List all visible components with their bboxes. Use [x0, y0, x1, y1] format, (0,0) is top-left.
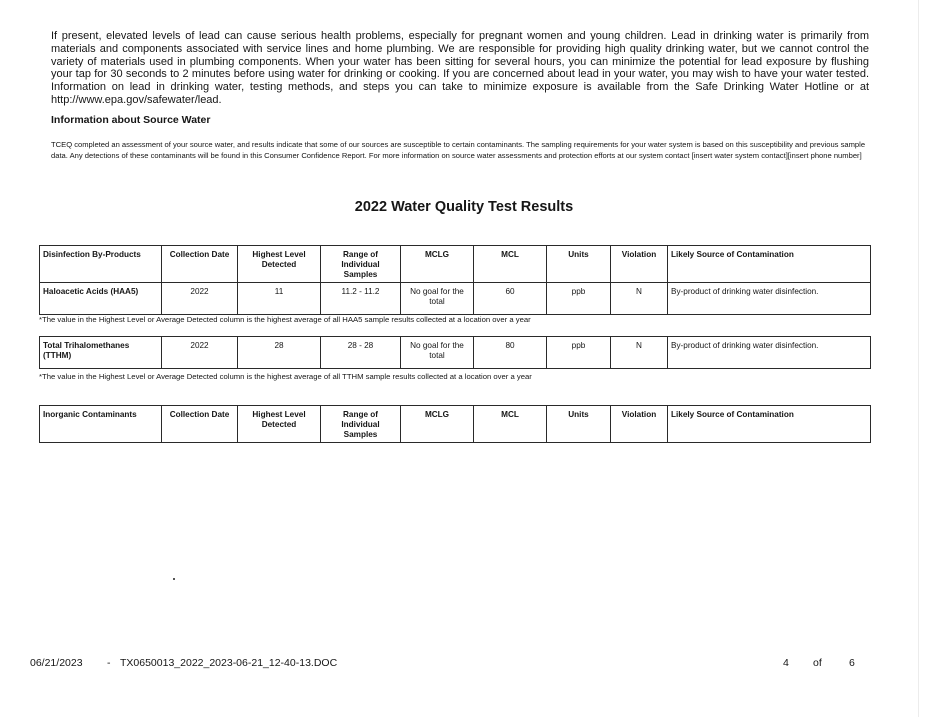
header-cell: MCLG: [401, 246, 474, 283]
header-cell: Range of Individual Samples: [321, 246, 401, 283]
mclg: No goal for the total: [401, 337, 474, 369]
page-edge-shadow: [918, 0, 919, 717]
footer-page-number: 4: [783, 657, 789, 669]
dbp-header-row: [40, 246, 871, 283]
footer-of: of: [813, 657, 822, 669]
header-cell: Collection Date: [162, 246, 238, 283]
inorganic-table: [39, 405, 871, 443]
units: ppb: [547, 337, 611, 369]
footer-separator: -: [107, 657, 111, 669]
tthm-table: [39, 336, 871, 369]
source-water-text: TCEQ completed an assessment of your source water, and results indicate that some of our sources are susceptible to certain contaminants. The sampling requirements for your water system is based on this susceptibility and previous sample data. Any detections of these contaminants will be found in this Consumer Confidence Report. For more information on source water assessments and protection efforts at our system contact [insert water system contact][insert phone number]: [51, 140, 866, 160]
header-cell: Units: [547, 246, 611, 283]
header-cell: Violation: [611, 406, 668, 443]
mcl: 60: [474, 283, 547, 315]
page-title: 2022 Water Quality Test Results: [354, 199, 574, 215]
header-cell: Range of Individual Samples: [321, 406, 401, 443]
header-cell: MCL: [474, 246, 547, 283]
highest-level: 28: [238, 337, 321, 369]
contaminant-name: Total Trihalomethanes (TTHM): [40, 337, 162, 369]
units: ppb: [547, 283, 611, 315]
source-water-heading: Information about Source Water: [51, 114, 211, 126]
range: 28 - 28: [321, 337, 401, 369]
table-row: [40, 283, 871, 315]
header-cell: Disinfection By-Products: [40, 246, 162, 283]
header-cell: Highest Level Detected: [238, 246, 321, 283]
likely-source: By-product of drinking water disinfection.: [668, 337, 871, 369]
header-cell: Highest Level Detected: [238, 406, 321, 443]
haa5-footnote: *The value in the Highest Level or Average Detected column is the highest average of all HAA5 sample results collected at a location over a year: [39, 315, 531, 324]
table-row: [40, 337, 871, 369]
header-cell: Likely Source of Contamination: [668, 406, 871, 443]
footer-total-pages: 6: [849, 657, 855, 669]
violation: N: [611, 337, 668, 369]
highest-level: 11: [238, 283, 321, 315]
header-cell: Likely Source of Contamination: [668, 246, 871, 283]
header-cell: MCLG: [401, 406, 474, 443]
footer-date: 06/21/2023: [30, 657, 83, 669]
violation: N: [611, 283, 668, 315]
collection-date: 2022: [162, 283, 238, 315]
header-cell: Violation: [611, 246, 668, 283]
scan-speck: [173, 578, 175, 580]
footer-filename: TX0650013_2022_2023-06-21_12-40-13.DOC: [120, 657, 338, 669]
lead-paragraph: If present, elevated levels of lead can cause serious health problems, especially for pregnant women and young children. Lead in drinking water is primarily from materials and components associated with service lines and home plumbing. We are responsible for providing high quality drinking water, but we cannot control the variety of materials used in plumbing components. When your water has been sitting for several hours, you can minimize the potential for lead exposure by flushing your tap for 30 seconds to 2 minutes before using water for drinking or cooking. If you are concerned about lead in your water, you may wish to have your water tested. Information on lead in drinking water, testing methods, and steps you can take to minimize exposure is available from the Safe Drinking Water Hotline or at http://www.epa.gov/safewater/lead.: [51, 30, 869, 106]
header-cell: Inorganic Contaminants: [40, 406, 162, 443]
header-cell: MCL: [474, 406, 547, 443]
inorganic-header-row: [40, 406, 871, 443]
mclg: No goal for the total: [401, 283, 474, 315]
likely-source: By-product of drinking water disinfection.: [668, 283, 871, 315]
tthm-footnote: *The value in the Highest Level or Average Detected column is the highest average of all TTHM sample results collected at a location over a year: [39, 372, 532, 381]
collection-date: 2022: [162, 337, 238, 369]
mcl: 80: [474, 337, 547, 369]
header-cell: Collection Date: [162, 406, 238, 443]
range: 11.2 - 11.2: [321, 283, 401, 315]
header-cell: Units: [547, 406, 611, 443]
contaminant-name: Haloacetic Acids (HAA5): [40, 283, 162, 315]
dbp-table: [39, 245, 871, 315]
